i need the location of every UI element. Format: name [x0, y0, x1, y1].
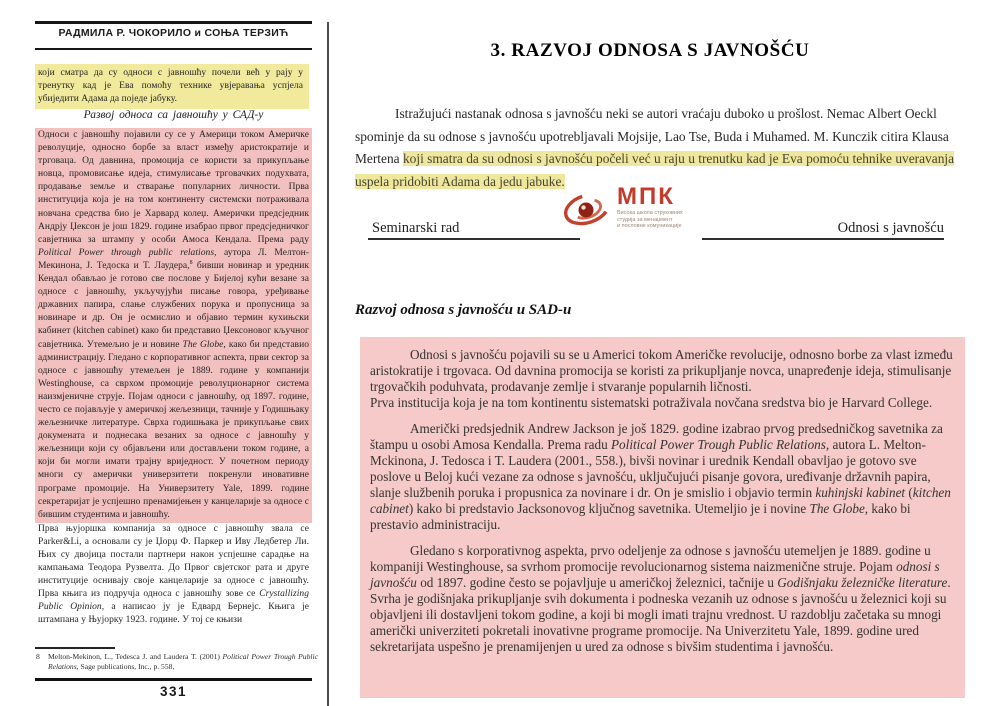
page-divider [327, 22, 329, 706]
paragraph-2: Američki predsjednik Andrew Jackson je još 1829. godine izabrao prvog predsedničkog savetnika za štampu u osobi Amosa Kendalla. Prema radu Political Power Trough Public Relations, autora L. Melton-Mckinona, J. Tedosca i T. Laudera (2001., 558.), bivši novinar i urednik Kendall obavljao je gotovo sve poslove u Beloj kući vezane za odnose s javnošću, uključujući pisanje govora, uređivanje državnih papira, slanje službenih poruka i propusnica za novinare i dr. On je smislio i objavio termin kuhinjski kabinet (kitchen cabinet) kako bi predstavio Jacksonovog ključnog savetnika. Utemeljio je i novine The Globe, kako bi prestavio administraciju. [370, 421, 951, 532]
document-title: 3. RAZVOJ ODNOSA S JAVNOŠĆU [490, 40, 810, 61]
running-header-authors: РАДМИЛА Р. ЧОКОРИЛО и СОЊА ТЕРЗИЋ [58, 27, 289, 39]
section-heading-cyrillic: Развој односа са јавношћу у САД-у [83, 109, 264, 121]
footer-rule-left [368, 238, 580, 240]
paragraph-3: Gledano s korporativnog aspekta, prvo odeljenje za odnose s javnošću utemeljen je 1889. godine u kompaniji Westinghouse, sa svrhom promocije revolucionarnog sistema naizmenične struje. Pojam odnosi s javnošću od 1897. godine često se pojavljuje u američkoj železnici, tačnije u Godišnjaku železničke literature. Svrha je godišnjaka prikupljanje svih dokumenta i podneska vezanih uz odnose s javnošću u železnici koji su objavljeni ili dostavljeni tokom godine, a koji bi mogli imati trajnu vrednost. U razdoblju začetaka su mnogi američki univerziteti pokretali inovativne programe promocije. Na Univerzitetu Yale, 1899. godine ured sekretarijata uspešno je prenamijenjen u ured za odnose s bivšim studentima i javnošću. [370, 543, 951, 654]
paragraph-1: Odnosi s javnošću pojavili su se u Americi tokom Američke revolucije, odnosno borbe za vlast između aristokratije i trgovaca. Od davnina promocija se koristi za prikupljanje novca, unapređenje ideja, stimulisanje trgovačkih poduhvata, prodavanje zemlje i stvaranje popularnih ličnosti. Prva institucija koja je na tom kontinentu sistematski potraživala novčana sredstva bio je Harvard College. [370, 347, 953, 410]
doc-header-label: Odnosi s javnošću [837, 220, 944, 236]
pink-highlighted-passage: Односи с јавношћу појавили су се у Америци током Америчке револуције, односно борбе за власт између аристократије и трговаца. Од давнина, промоција се користи за прикупљање новца, промовисање идеја, стимулисање трговачких подухвата, продавање земље и стварање популарних личности. Прва институција која је на том континенту системски потраживала новчана средства био је Харвард колеџ. Амерички предсједник Андрју Џексон је још 1829. године изабрао првог предсједничког савјетника за штампу у особи Амоса Кендала. Према раду Political Power through public relations, аутора Л. Мелтон-Мекинона, Ј. Тедоска и Т. Лаудера,$^8$ бивши новинар и уредник Кендал обављао је готово све послове у Бијелој кући везане за односе с јавношћу, укључујући писање говора, уређивање државних папира, слање службених порука и пропусница за новинаре и др. Он је осмислио и објавио термин кухињски кабинет (kitchen cabinet) како би представио Џексоновог кључног савјетника. Утемељио је и новине The Globe, како би представио администрацију. Гледано с корпоративног аспекта, први сектор за односе с јавношћу утемељен је 1889. године у компанији Westinghouse, са сврхом промоције револуционарног система наизмјеничне струје. Појам односи с јавношћу, од 1897. године, често се појављује у америчкој жељезници, тачније у Годишњаку жељезничке литературе. Сврха годишњака је прикупљање свих докумената и поднесака везаних за односе с јавношћу у жељезници који су објављени или достављени током године, а који би могли имати трајну вриједност. У почетном периоду многи су амерички универзитети покренули иновативне програме промоције. На Универзитету Yale, 1899. године секретаријат је успјешно пренамијењен у канцеларије за односе с бившим студентима и јавношћу. [35, 128, 312, 523]
header-rule-right [702, 238, 944, 240]
footnote-text: Melton-Mekinon, L., Tedesca J. and Laudera T. (2001) Political Power Trough Public Relations, Sage publications, Inc., p. 558, [48, 652, 318, 671]
footnote [35, 652, 318, 672]
header-rule-bottom [35, 48, 312, 50]
footnote-rule [35, 647, 115, 649]
pink-highlighted-block [360, 337, 965, 698]
footnote-marker: 8 [36, 652, 40, 661]
right-document-page [330, 0, 1000, 706]
logo-subtext: Висока школа струковних студија за менаџмент и пословне комуникације [617, 210, 683, 229]
page-number: 331 [159, 684, 188, 699]
mpk-eye-logo-icon [562, 186, 612, 237]
logo-acronym: МПК [617, 183, 675, 210]
intro-paragraph: Istražujući nastanak odnosa s javnošću neki se autori vraćaju duboko u prošlost. Nemac Albert Oeckl spominje da su odnose s javnošću upotrebljavali Mojsije, Lao Tse, Buda i Muhamed. M. Kunczik citira Klausa Mertena koji smatra da su odnosi s javnošću počeli već u raju u trenutku kad je Eva pomoću tehnike uveravanja uspela pridobiti Adama da jedu jabuke. [355, 106, 955, 189]
left-book-page [0, 0, 327, 706]
page-bottom-rule [35, 678, 312, 681]
body-continuation: Прва њујоршка компанија за односе с јавношћу звала се Parker&Li, а основали су је Џорџ Ф. Паркер и Иву Ледбетер Ли. Њих су двојица постали партнери након успјешне сарадње на кампањама Теодора Рузвелта. До Првог свјетског рата и друге институције оснивају своје канцеларије за односе с јавношћу. Прва књига из подручја односа с јавношћу зове се Crystallizing Public Opinion, а написао ју је Едвард Бернејс. Књига је штампана у Њујорку 1923. године. У тој се књизи [38, 523, 309, 626]
header-rule-top [35, 21, 312, 24]
doc-footer-label: Seminarski rad [372, 220, 460, 236]
body-text-block [35, 128, 312, 645]
carryover-highlighted-paragraph: који сматра да су односи с јавношћу почели већ у рају у тренутку кад је Ева помоћу технике увјеравања успјела убиједити Адама да поједе јабуку. [35, 64, 309, 109]
section-heading-latin: Razvoj odnosa s javnošću u SAD-u [355, 302, 572, 318]
logo-text-block [617, 183, 683, 230]
school-logo [562, 183, 683, 237]
